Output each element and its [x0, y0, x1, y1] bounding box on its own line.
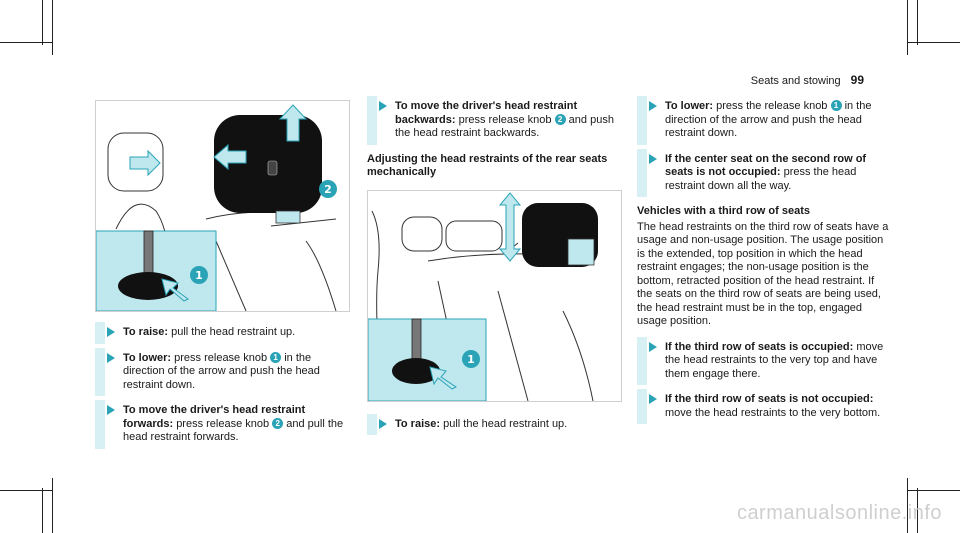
column-1 [95, 100, 350, 445]
page-header [751, 73, 864, 87]
step-text: in the direction of the arrow and push the head restraint down. [665, 100, 872, 139]
crop-mark [0, 490, 52, 491]
step-text: pull the head restraint up. [443, 417, 568, 430]
triangle-right-icon [107, 405, 115, 415]
crop-mark [42, 0, 43, 45]
figure-badge: 2 [324, 183, 332, 196]
step-text: and pull the head restraint forwards. [123, 417, 344, 443]
step-text: press the head restraint down all the way. [665, 166, 857, 192]
step-label: To raise: [395, 417, 441, 430]
knob-badge: 1 [270, 352, 281, 363]
crop-mark [52, 0, 53, 55]
step-bar [637, 337, 647, 386]
crop-mark [0, 42, 52, 43]
triangle-right-icon [649, 342, 657, 352]
step-label: To lower: [123, 351, 172, 364]
rear-head-restraint-illustration [368, 191, 621, 401]
crop-mark [907, 0, 908, 55]
step-raise [95, 326, 350, 340]
figure-badge: 1 [467, 352, 475, 366]
step-label: If the third row of seats is occupied: [665, 340, 854, 353]
triangle-right-icon [107, 353, 115, 363]
step-bar [95, 400, 105, 449]
step-lower-rear [637, 100, 892, 141]
knob-badge: 1 [831, 100, 842, 111]
triangle-right-icon [649, 394, 657, 404]
step-third-not-occupied [637, 393, 892, 420]
triangle-right-icon [649, 154, 657, 164]
watermark: carmanualsonline.info [736, 502, 942, 524]
rear-head-restraint-figure [367, 190, 622, 402]
knob-badge: 2 [555, 114, 566, 125]
section-title: Seats and stowing [750, 75, 841, 87]
step-text: pull the head restraint up. [171, 326, 296, 338]
step-center-seat [637, 153, 892, 194]
step-label: To move the driver's head restraint forwards: [123, 404, 306, 430]
step-third-occupied [637, 341, 892, 382]
crop-mark [908, 490, 960, 491]
triangle-right-icon [379, 419, 387, 429]
column-2 [367, 100, 622, 431]
knob-badge: 2 [272, 418, 283, 429]
front-head-restraint-figure [95, 100, 350, 312]
triangle-right-icon [379, 101, 387, 111]
step-text: and push the head restraint backwards. [395, 113, 614, 139]
step-lower [95, 352, 350, 393]
triangle-right-icon [107, 327, 115, 337]
step-bar [637, 96, 647, 145]
section-heading: Adjusting the head restraints of the rear seats mechanically [367, 152, 608, 178]
section-heading: Vehicles with a third row of seats [637, 205, 810, 217]
step-bar [95, 322, 105, 344]
step-text: press release knob [458, 113, 552, 126]
triangle-right-icon [649, 101, 657, 111]
step-text: in the direction of the arrow and push the head restraint down. [123, 351, 320, 391]
step-label: To lower: [665, 100, 714, 112]
step-label: If the center seat on the second row of seats is not occupied: [665, 152, 867, 178]
step-text: press release knob [174, 351, 268, 364]
step-label: If the third row of seats is not occupied: [665, 393, 874, 405]
step-bar [367, 96, 377, 145]
step-label: To move the driver's head restraint backwards: [395, 100, 578, 126]
step-raise-rear [367, 418, 622, 432]
crop-mark [42, 488, 43, 533]
front-head-restraint-illustration [96, 101, 349, 311]
step-text: press release knob [176, 417, 270, 430]
figure-badge: 1 [195, 269, 203, 282]
step-text: press the release knob [716, 100, 828, 112]
step-text: move the head restraints to the very bottom. [665, 406, 881, 419]
step-text: move the head restraints to the very top and have them engage there. [665, 340, 884, 380]
step-bar [95, 348, 105, 397]
crop-mark [917, 0, 918, 45]
column-3 [637, 100, 892, 420]
step-forward [95, 404, 350, 445]
step-bar [637, 149, 647, 198]
step-bar [637, 389, 647, 424]
crop-mark [908, 42, 960, 43]
step-backward [367, 100, 622, 141]
body-paragraph: The head restraints on the third row of seats have a usage and non-usage position. The usage position is the extended, top position in which the head restraint engages; the non-usage position is the bottom, retracted position of the head restraint. If the seats on the third row of seats are being used, the head restraint must be in the top, engaged usage position. [637, 220, 889, 327]
step-bar [367, 414, 377, 436]
page-number: 99 [850, 73, 864, 87]
step-label: To raise: [123, 326, 169, 338]
crop-mark [52, 478, 53, 533]
